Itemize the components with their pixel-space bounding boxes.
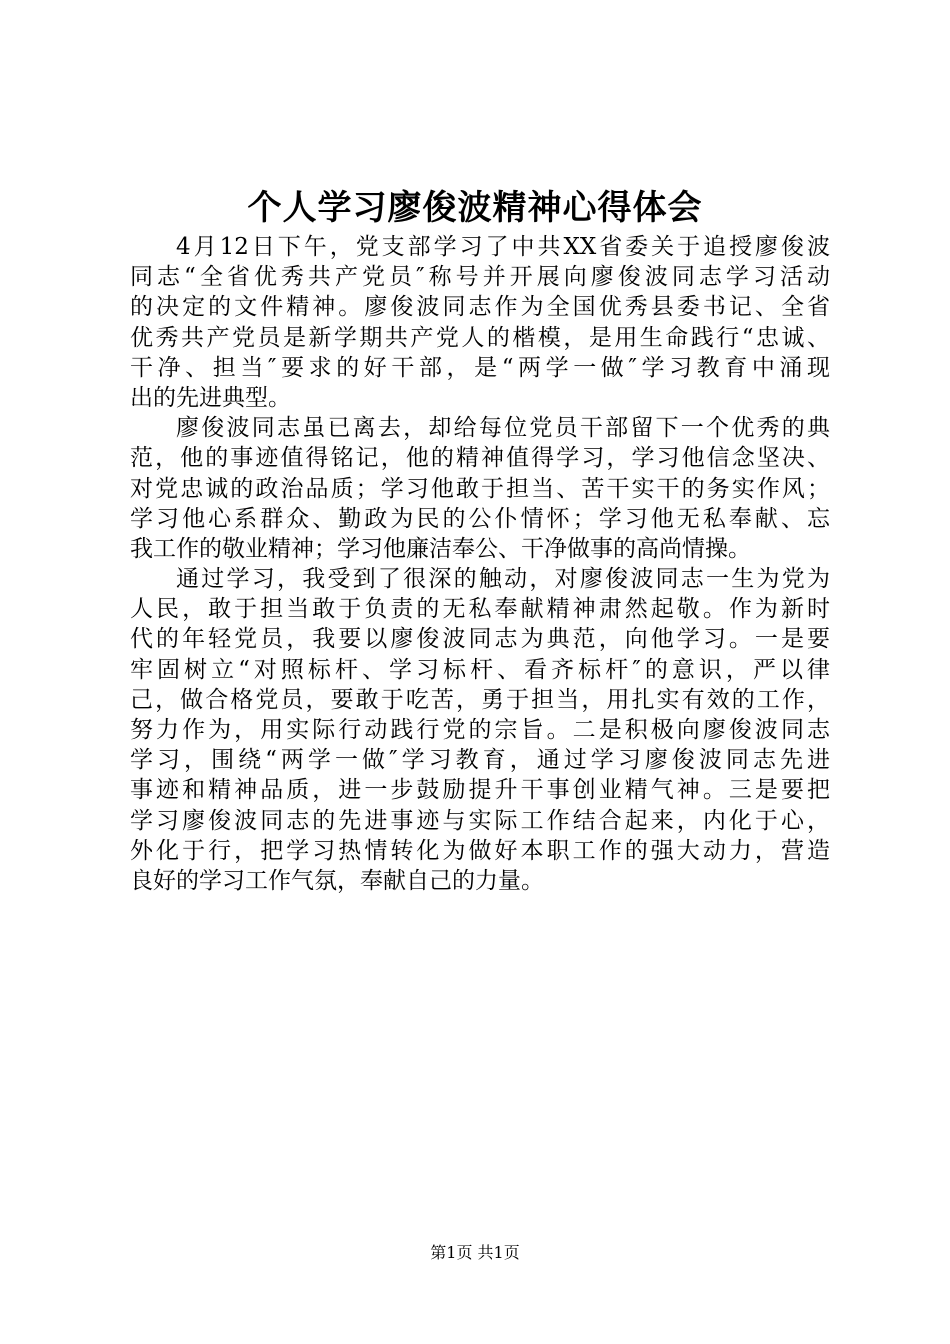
paragraph-line: 对党忠诚的政治品质；学习他敢于担当、苦干实干的务实作风； [130,475,830,502]
paragraph-line: 廖俊波同志虽已离去，却给每位党员干部留下一个优秀的典 [176,415,830,442]
paragraph-line: 出的先进典型。 [130,384,291,411]
page-footer: 第1页 共1页 [430,1243,520,1262]
paragraph-line: 学习，围绕“两学一做″学习教育，通过学习廖俊波同志先进 [130,747,830,774]
paragraph-line: 良好的学习工作气氛，奉献自己的力量。 [130,867,544,894]
paragraph-line: 的决定的文件精神。廖俊波同志作为全国优秀县委书记、全省 [130,294,830,321]
document-body [130,232,830,896]
paragraph-line: 己，做合格党员，要敢于吃苦，勇于担当，用扎实有效的工作， [130,686,830,713]
paragraph-line: 事迹和精神品质，进一步鼓励提升干事创业精气神。三是要把 [130,777,830,804]
paragraph-line: 努力作为，用实际行动践行党的宗旨。二是积极向廖俊波同志 [130,717,830,743]
paragraph-line: 外化于行，把学习热情转化为做好本职工作的强大动力，营造 [130,837,830,864]
paragraph-line: 人民，敢于担当敢于负责的无私奉献精神肃然起敬。作为新时 [130,596,830,623]
paragraph-3 [130,564,830,896]
paragraph-line: 学习他心系群众、勤政为民的公仆情怀；学习他无私奉献、忘 [130,505,830,532]
paragraph-line: 4月12日下午，党支部学习了中共XX省委关于追授廖俊波 [176,234,830,260]
paragraph-line: 同志“全省优秀共产党员″称号并开展向廖俊波同志学习活动 [130,264,830,291]
paragraph-line: 范，他的事迹值得铭记，他的精神值得学习，学习他信念坚决、 [130,445,830,472]
paragraph-line: 代的年轻党员，我要以廖俊波同志为典范，向他学习。一是要 [130,626,830,653]
paragraph-1 [130,232,830,413]
paragraph-line: 通过学习，我受到了很深的触动，对廖俊波同志一生为党为 [176,566,830,593]
paragraph-line: 牢固树立“对照标杆、学习标杆、看齐标杆″的意识，严以律 [130,656,830,683]
paragraph-line: 优秀共产党员是新学期共产党人的楷模，是用生命践行“忠诚、 [130,324,830,351]
paragraph-line: 学习廖俊波同志的先进事迹与实际工作结合起来，内化于心， [130,807,830,834]
paragraph-line: 干净、担当″要求的好干部，是“两学一做″学习教育中涌现 [130,354,830,381]
document-title: 个人学习廖俊波精神心得体会 [247,188,703,228]
paragraph-2 [130,413,830,564]
paragraph-line: 我工作的敬业精神；学习他廉洁奉公、干净做事的高尚情操。 [130,535,751,562]
